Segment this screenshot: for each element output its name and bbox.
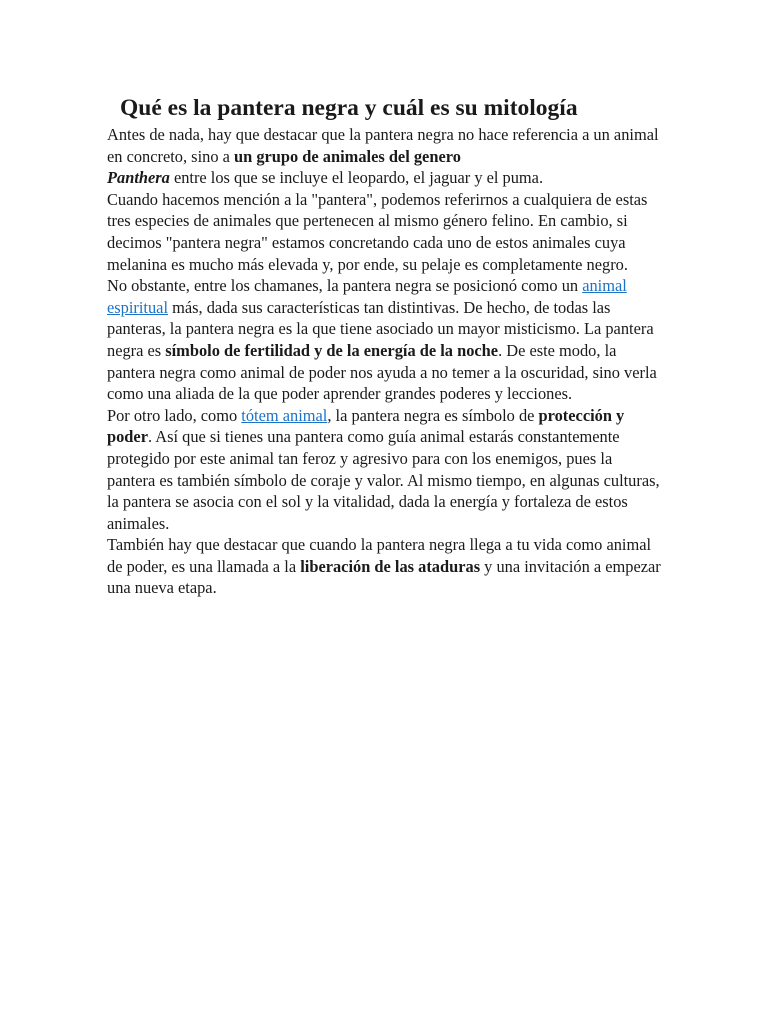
paragraph-shamans xyxy=(107,275,663,405)
bold-phrase: protección y poder xyxy=(107,405,625,447)
bold-phrase: liberación de las ataduras xyxy=(300,556,481,576)
paragraph-liberation xyxy=(107,534,663,599)
animal-espiritual-link[interactable]: animal espiritual xyxy=(107,276,627,317)
paragraph-text: , la pantera negra es símbolo de xyxy=(327,405,539,425)
paragraph-text: más, dada sus características tan distintivas. De hecho, de todas las panteras, la pantera negra es la que tiene asociado un mayor misticismo. La pantera negra es xyxy=(107,297,654,360)
paragraph-melanin: Cuando hacemos mención a la "pantera", podemos referirnos a cualquiera de estas tres especies de animales que pertenecen al mismo género felino. En cambio, si decimos "pantera negra" estamos concretando cada uno de estos animales cuya melanina es mucho más elevada y, por ende, su pelaje es completamente negro. xyxy=(107,189,648,274)
paragraph-text: También hay que destacar que cuando la pantera negra llega a tu vida como animal de poder, es una llamada a la xyxy=(107,535,652,576)
paragraph-text: Antes de nada, hay que destacar que la pantera negra no hace referencia a un animal en concreto, sino a xyxy=(107,125,659,166)
paragraph-text: y una invitación a empezar una nueva etapa. xyxy=(107,556,661,598)
article-body xyxy=(107,124,663,599)
paragraph-text: No obstante, entre los chamanes, la pantera negra se posicionó como un xyxy=(107,276,583,296)
paragraph-intro xyxy=(107,124,663,189)
paragraph-text: Por otro lado, como xyxy=(107,405,242,425)
paragraph-text: . De este modo, la pantera negra como animal de poder nos ayuda a no temer a la oscuridad, sino verla como una aliada de la que poder aprender grandes poderes y lecciones. xyxy=(107,340,657,404)
totem-animal-link[interactable]: tótem animal xyxy=(241,405,328,425)
bold-phrase: un grupo de animales del genero xyxy=(233,146,461,166)
paragraph-text: entre los que se incluye el leopardo, el jaguar y el puma. xyxy=(169,168,544,188)
paragraph-totem xyxy=(107,405,663,535)
page-title: Qué es la pantera negra y cuál es su mitología xyxy=(120,95,578,121)
bold-italic-term: Panthera xyxy=(107,168,170,188)
paragraph-text: . Así que si tienes una pantera como guía animal estarás constantemente protegido por este animal tan feroz y agresivo para con los enemigos, pues la pantera es también símbolo de coraje y valor. Al mismo tiempo, en algunas culturas, la pantera se asocia con el sol y la vitalidad, dada la energía y fortaleza de estos animales. xyxy=(107,427,660,533)
bold-phrase: símbolo de fertilidad y de la energía de la noche xyxy=(165,340,499,360)
